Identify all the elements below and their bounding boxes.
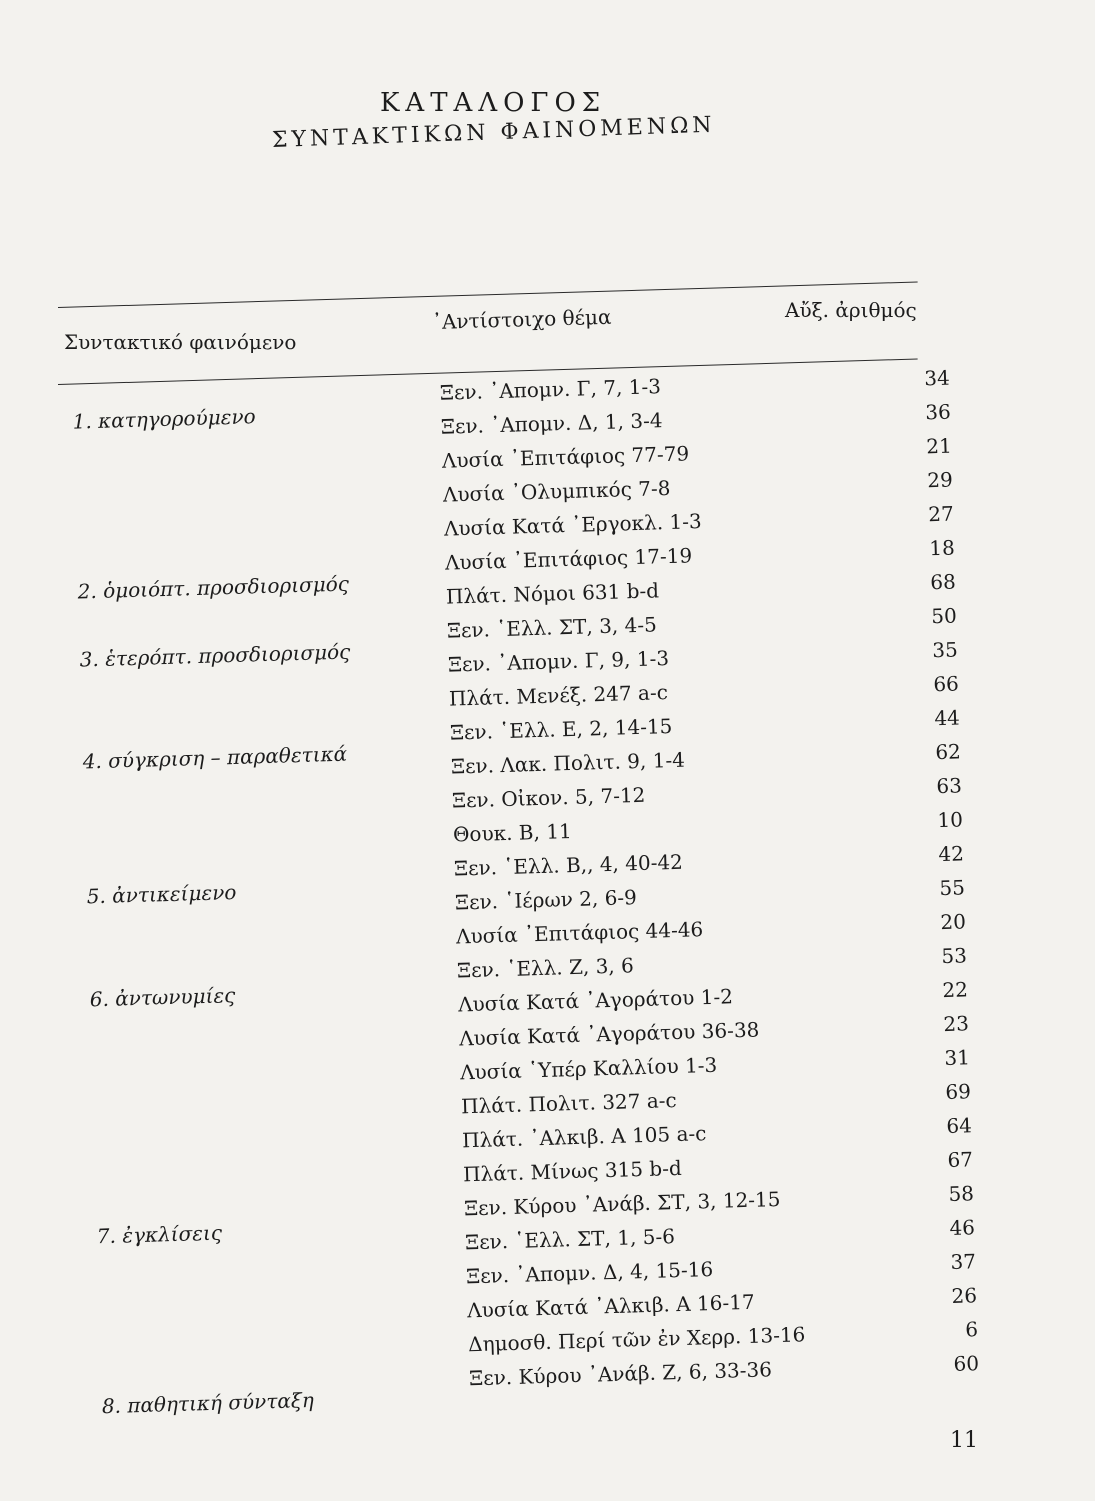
reference-number: 67	[947, 1147, 974, 1173]
reference-text: Λυσία Κατά ᾿Αλκιβ. Α 16-17	[466, 1289, 755, 1323]
reference-number: 34	[923, 365, 951, 391]
reference-number: 20	[940, 909, 967, 935]
reference-number: 31	[944, 1045, 971, 1071]
column-header-topic: ᾿Αντίστοιχο θέμα	[431, 304, 612, 334]
reference-number: 55	[939, 875, 966, 901]
category-label: 5. ἀντικείμενο	[86, 879, 237, 909]
reference-text: Λυσία ᾿Επιτάφιος 77-79	[441, 441, 690, 473]
reference-number: 6	[964, 1317, 979, 1342]
reference-text: Λυσία Κατά ᾿Αγοράτου 1-2	[457, 984, 734, 1017]
reference-number: 64	[946, 1113, 973, 1139]
reference-text: Ξεν. ῾Ελλ. ΣΤ, 1, 5-6	[464, 1224, 676, 1255]
reference-number: 21	[925, 433, 953, 459]
reference-text: Λυσία ᾿Επιτάφιος 44-46	[455, 917, 704, 949]
reference-text: Ξεν. ῾Ελλ. ΣΤ, 3, 4-5	[446, 612, 658, 643]
reference-text: Ξεν. ῾Ελλ. Ζ, 3, 6	[456, 953, 635, 983]
reference-text: Πλάτ. ᾿Αλκιβ. Α 105 a-c	[461, 1121, 707, 1153]
reference-text: Λυσία Κατά ᾿Εργοκλ. 1-3	[443, 509, 703, 541]
reference-number: 58	[948, 1181, 975, 1206]
reference-number: 18	[928, 535, 956, 561]
category-label: 7. ἐγκλίσεις	[96, 1220, 223, 1249]
reference-number: 23	[943, 1011, 970, 1037]
reference-number: 37	[950, 1249, 977, 1274]
reference-number: 36	[924, 399, 952, 425]
page-subtitle: ΣΥΝΤΑΚΤΙΚΩΝ ΦΑΙΝΟΜΕΝΩΝ	[271, 112, 717, 153]
reference-text: Λυσία ῾Υπέρ Καλλίου 1-3	[459, 1052, 718, 1085]
category-label: 2. ὁμοιόπτ. προσδιορισμός	[77, 571, 350, 604]
reference-text: Ξεν. Κύρου ᾿Ανάβ. ΣΤ, 3, 12-15	[463, 1186, 781, 1221]
reference-number: 46	[949, 1215, 976, 1240]
reference-number: 62	[935, 739, 962, 765]
reference-number: 26	[951, 1283, 978, 1308]
page-title: ΚΑΤΑΛΟΓΟΣ	[380, 88, 607, 118]
category-label: 1. κατηγορούμενο	[72, 404, 256, 434]
reference-text: Ξεν. Κύρου ᾿Ανάβ. Ζ, 6, 33-36	[468, 1357, 773, 1391]
reference-number: 42	[938, 841, 965, 867]
column-header-number: Αὔξ. ἀριθμός	[785, 298, 917, 322]
reference-text: Λυσία ᾿Επιτάφιος 17-19	[444, 543, 693, 575]
reference-text: Ξεν. ῾Ελλ. Β,, 4, 40-42	[453, 849, 684, 881]
reference-number: 63	[936, 773, 963, 799]
page-number: 11	[950, 1428, 978, 1453]
category-label: 3. ἑτερόπτ. προσδιορισμός	[79, 639, 351, 672]
reference-number: 60	[953, 1351, 980, 1376]
reference-text: Θουκ. Β, 11	[452, 819, 573, 847]
reference-number: 29	[926, 467, 954, 493]
column-header-phenomenon: Συντακτικό φαινόμενο	[64, 330, 297, 354]
reference-text: Ξεν. ῾Ελλ. Ε, 2, 14-15	[449, 713, 673, 745]
reference-text: Λυσία ᾿Ολυμπικός 7-8	[442, 475, 671, 507]
reference-number: 35	[931, 637, 959, 663]
reference-text: Δημοσθ. Περί τῶν ἐν Χερρ. 13-16	[467, 1322, 806, 1357]
reference-number: 68	[929, 569, 957, 595]
reference-text: Ξεν. ῾Ιέρων 2, 6-9	[454, 885, 638, 915]
reference-text: Λυσία Κατά ᾿Αγοράτου 36-38	[458, 1017, 760, 1051]
reference-number: 10	[937, 807, 964, 833]
reference-number: 69	[945, 1079, 972, 1105]
reference-text: Πλάτ. Νόμοι 631 b-d	[445, 578, 660, 609]
category-label: 4. σύγκριση – παραθετικά	[82, 741, 348, 774]
reference-text: Ξεν. ᾿Απομν. Γ, 9, 1-3	[447, 646, 670, 677]
reference-number: 22	[942, 977, 969, 1003]
category-label: 6. ἀντωνυμίες	[89, 983, 236, 1012]
reference-text: Πλάτ. Μενέξ. 247 a-c	[448, 680, 669, 711]
reference-text: Ξεν. ᾿Απομν. Γ, 7, 1-3	[439, 374, 662, 405]
reference-number: 44	[934, 705, 961, 731]
reference-text: Ξεν. ᾿Απομν. Δ, 1, 3-4	[440, 408, 663, 439]
reference-number: 50	[930, 603, 958, 629]
reference-number: 27	[927, 501, 955, 527]
reference-text: Ξεν. ᾿Απομν. Δ, 4, 15-16	[465, 1257, 714, 1289]
reference-text: Πλάτ. Μίνως 315 b-d	[462, 1155, 683, 1187]
reference-text: Ξεν. Οἰκον. 5, 7-12	[451, 782, 646, 813]
reference-text: Ξεν. Λακ. Πολιτ. 9, 1-4	[450, 747, 686, 779]
reference-number: 53	[941, 943, 968, 969]
reference-text: Πλάτ. Πολιτ. 327 a-c	[460, 1088, 678, 1119]
category-label: 8. παθητική σύνταξη	[101, 1387, 315, 1419]
reference-number: 66	[933, 671, 960, 697]
